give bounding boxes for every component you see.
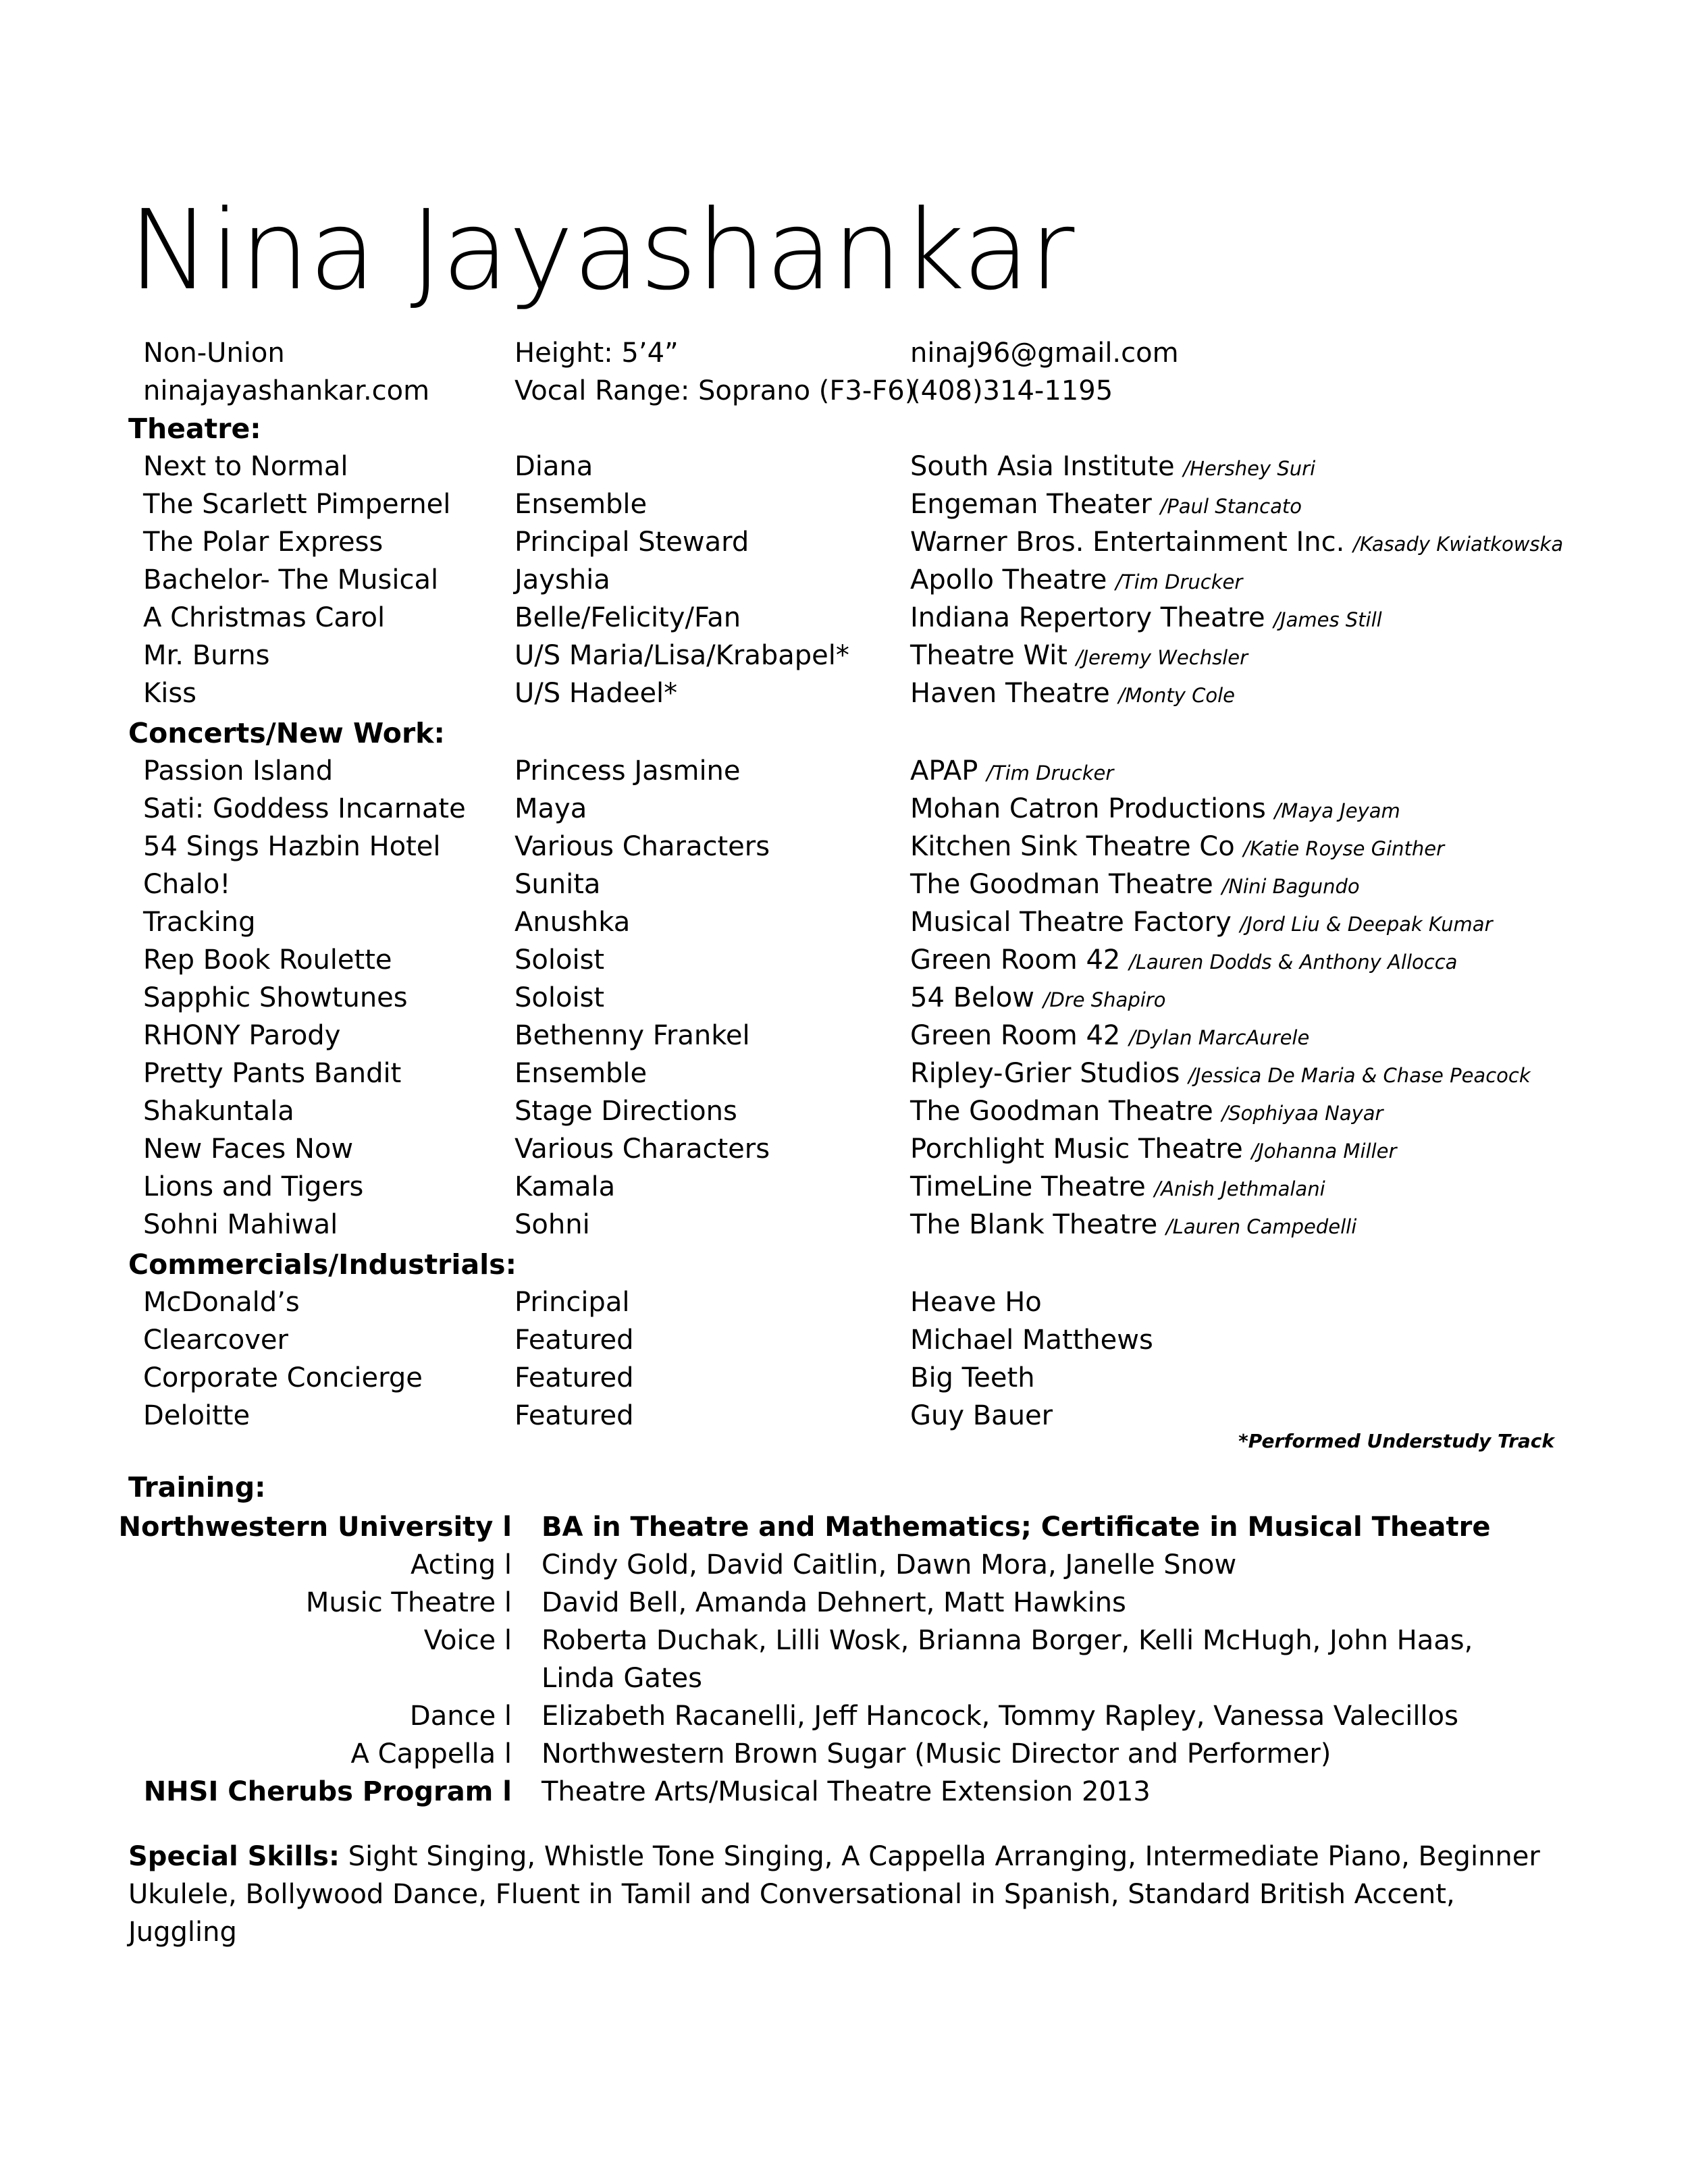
contact-row [0,372,1688,410]
credit-venue: Ripley-Grier Studios [910,1058,1180,1089]
section-heading-commercials: Commercials/Industrials: [128,1248,517,1281]
credit-venue: Big Teeth [910,1362,1035,1393]
credit-role: Various Characters [515,1134,770,1165]
credit-director: /Lauren Campedelli [1165,1215,1357,1238]
section-heading-theatre: Theatre: [128,412,261,445]
credit-director: /Paul Stancato [1160,495,1302,518]
credit-venue: Indiana Repertory Theatre [910,602,1265,633]
credit-title: Mr. Burns [143,640,270,671]
credit-venue-cell [910,1321,1153,1361]
credit-venue: The Goodman Theatre [910,869,1213,900]
credit-director: /Dylan MarcAurele [1129,1026,1310,1049]
credit-venue-cell [910,1397,1053,1437]
understudy-note: *Performed Understudy Track [1238,1430,1554,1452]
credit-director: /Jessica De Maria & Chase Peacock [1188,1064,1531,1087]
credit-title: New Faces Now [143,1134,354,1165]
credit-role: Maya [515,793,587,824]
credit-venue: Engeman Theater [910,489,1152,520]
credit-venue-cell [910,1130,1396,1170]
credit-role: Diana [515,451,594,482]
union-status: Non-Union [143,338,285,369]
credit-title: Sohni Mahiwal [143,1209,338,1240]
vocal-range: Vocal Range: Soprano (F3-F6) [515,375,916,406]
credit-title: RHONY Parody [143,1020,341,1051]
credit-director: /Lauren Dodds & Anthony Allocca [1129,951,1458,974]
credit-title: Deloitte [143,1400,250,1431]
credit-venue: Michael Matthews [910,1325,1153,1356]
credit-row [0,1130,1688,1168]
credit-venue-cell [910,941,1457,981]
credit-row [0,979,1688,1017]
credit-director: /Jord Liu & Deepak Kumar [1240,913,1493,936]
credit-role: Various Characters [515,831,770,862]
credit-title: 54 Sings Hazbin Hotel [143,831,441,862]
credit-venue: Haven Theatre [910,678,1110,709]
credit-venue: The Blank Theatre [910,1209,1158,1240]
training-label: A Cappella l [350,1738,512,1769]
credit-role: Principal [515,1287,630,1318]
credit-role: Soloist [515,944,605,976]
training-value: BA in Theatre and Mathematics; Certificate in Musical Theatre [542,1512,1491,1543]
credit-role: Belle/Felicity/Fan [515,602,741,633]
credit-title: Sati: Goddess Incarnate [143,793,466,824]
credit-venue-cell [910,561,1242,601]
credit-director: /Tim Drucker [986,762,1114,784]
credit-title: McDonald’s [143,1287,300,1318]
credit-role: Anushka [515,907,631,938]
credit-row [0,561,1688,599]
credit-venue-cell [910,1283,1042,1323]
credit-venue: The Goodman Theatre [910,1096,1213,1127]
training-label: NHSI Cherubs Program l [143,1776,512,1807]
credit-venue-cell [910,1359,1035,1399]
credit-title: Passion Island [143,755,334,787]
training-value: Northwestern Brown Sugar (Music Director and Performer) [542,1738,1331,1769]
credit-title: The Scarlett Pimpernel [143,489,451,520]
credit-director: /Johanna Miller [1251,1140,1397,1163]
credit-director: /Kasady Kwiatkowska [1353,533,1564,556]
credit-title: Kiss [143,678,197,709]
credit-title: A Christmas Carol [143,602,386,633]
credit-row [0,865,1688,903]
credit-director: /Sophiyaa Nayar [1221,1102,1383,1125]
credit-venue-cell [910,674,1235,714]
training-value: Cindy Gold, David Caitlin, Dawn Mora, Janelle Snow [542,1549,1237,1580]
credit-role: U/S Hadeel* [515,678,678,709]
credit-venue-cell [910,1092,1383,1132]
section-heading-concerts: Concerts/New Work: [128,717,445,749]
credit-row [0,1055,1688,1092]
credit-title: The Polar Express [143,527,384,558]
credit-director: /Dre Shapiro [1043,988,1166,1011]
credit-role: Featured [515,1362,634,1393]
phone: (408)314-1195 [910,375,1113,406]
credit-venue-cell [910,752,1113,792]
credit-director: /Anish Jethmalani [1154,1177,1325,1200]
credit-director: /Nini Bagundo [1221,875,1360,898]
section-heading-training: Training: [128,1471,266,1503]
credit-venue: Porchlight Music Theatre [910,1134,1243,1165]
credit-row [0,828,1688,865]
credit-row [0,1321,1688,1359]
credit-venue-cell [910,448,1315,487]
credit-venue: Green Room 42 [910,1020,1121,1051]
credit-venue-cell [910,1055,1531,1094]
website: ninajayashankar.com [143,375,430,406]
credit-venue-cell [910,1017,1309,1057]
credit-title: Next to Normal [143,451,348,482]
credit-venue: South Asia Institute [910,451,1175,482]
credit-venue: Mohan Catron Productions [910,793,1266,824]
credit-row [0,523,1688,561]
credit-venue-cell [910,865,1360,905]
training-label: Voice l [423,1625,512,1656]
credit-title: Rep Book Roulette [143,944,392,976]
credit-venue: Theatre Wit [910,640,1067,671]
credit-row [0,1092,1688,1130]
credit-venue-cell [910,979,1165,1019]
credit-row [0,1283,1688,1321]
special-skills-label: Special Skills: [128,1841,340,1872]
credit-role: Ensemble [515,1058,648,1089]
page-title: Nina Jayashankar [128,187,1074,315]
credit-row [0,752,1688,790]
credit-row [0,941,1688,979]
credit-venue: Kitchen Sink Theatre Co [910,831,1235,862]
credit-row [0,1168,1688,1206]
credit-venue-cell [910,523,1563,563]
credit-director: /Maya Jeyam [1274,799,1400,822]
credit-venue: 54 Below [910,982,1034,1013]
credit-venue-cell [910,790,1400,830]
credit-director: /Jeremy Wechsler [1076,646,1248,669]
credit-role: Bethenny Frankel [515,1020,750,1051]
credit-venue: Green Room 42 [910,944,1121,976]
training-label: Northwestern University l [118,1512,512,1543]
email: ninaj96@gmail.com [910,338,1179,369]
credit-role: Kamala [515,1171,616,1202]
special-skills-text: Sight Singing, Whistle Tone Singing, A Cappella Arranging, Intermediate Piano, Beginner Ukulele, Bollywood Dance, Fluent in Tamil and Conversational in Spanish, Standard British Accent, Juggling [128,1841,1540,1948]
credit-venue-cell [910,485,1302,525]
credit-role: Soloist [515,982,605,1013]
credit-director: /Katie Royse Ginther [1243,837,1445,860]
credit-title: Lions and Tigers [143,1171,364,1202]
credit-title: Bachelor- The Musical [143,564,439,595]
credit-director: /James Still [1273,608,1382,631]
training-label: Music Theatre l [305,1587,512,1618]
credit-role: Princess Jasmine [515,755,741,787]
credit-title: Tracking [143,907,256,938]
credit-director: /Monty Cole [1118,684,1235,707]
credit-role: Stage Directions [515,1096,737,1127]
credit-venue-cell [910,828,1444,868]
training-label: Dance l [409,1701,512,1732]
credit-venue-cell [910,637,1248,676]
credit-venue: Guy Bauer [910,1400,1053,1431]
training-value: Roberta Duchak, Lilli Wosk, Brianna Borger, Kelli McHugh, John Haas, Linda Gates [542,1625,1473,1694]
credit-title: Sapphic Showtunes [143,982,408,1013]
credit-venue-cell [910,903,1493,943]
credit-venue-cell [910,1168,1325,1208]
credit-row [0,790,1688,828]
credit-row [0,1206,1688,1244]
credit-venue: Musical Theatre Factory [910,907,1232,938]
credit-venue-cell [910,599,1382,639]
credit-role: Sohni [515,1209,590,1240]
training-value: Theatre Arts/Musical Theatre Extension 2013 [542,1776,1151,1807]
credit-role: Featured [515,1400,634,1431]
credit-role: Jayshia [515,564,610,595]
training-value: Elizabeth Racanelli, Jeff Hancock, Tommy Rapley, Vanessa Valecillos [542,1701,1458,1732]
credit-row [0,599,1688,637]
credit-venue: Apollo Theatre [910,564,1107,595]
height: Height: 5’4” [515,338,679,369]
training-label: Acting l [410,1549,512,1580]
credit-director: /Tim Drucker [1115,570,1243,593]
credit-title: Clearcover [143,1325,288,1356]
credit-title: Chalo! [143,869,231,900]
credit-title: Shakuntala [143,1096,294,1127]
credit-venue: TimeLine Theatre [910,1171,1146,1202]
credit-row [0,448,1688,485]
credit-row [0,674,1688,712]
credit-venue: APAP [910,755,978,787]
credit-title: Pretty Pants Bandit [143,1058,402,1089]
credit-role: U/S Maria/Lisa/Krabapel* [515,640,849,671]
training-value: David Bell, Amanda Dehnert, Matt Hawkins [542,1587,1126,1618]
credit-row [0,1017,1688,1055]
credit-role: Principal Steward [515,527,749,558]
credit-row [0,485,1688,523]
credit-row [0,637,1688,674]
credit-venue: Warner Bros. Entertainment Inc. [910,527,1345,558]
credit-venue-cell [910,1206,1356,1246]
credit-role: Ensemble [515,489,648,520]
credit-row [0,1359,1688,1397]
contact-row [0,334,1688,372]
credit-venue: Heave Ho [910,1287,1042,1318]
credit-row [0,903,1688,941]
credit-role: Featured [515,1325,634,1356]
credit-director: /Hershey Suri [1183,457,1316,480]
credit-title: Corporate Concierge [143,1362,423,1393]
special-skills [128,1838,1553,1951]
credit-row [0,1397,1688,1435]
credit-role: Sunita [515,869,601,900]
